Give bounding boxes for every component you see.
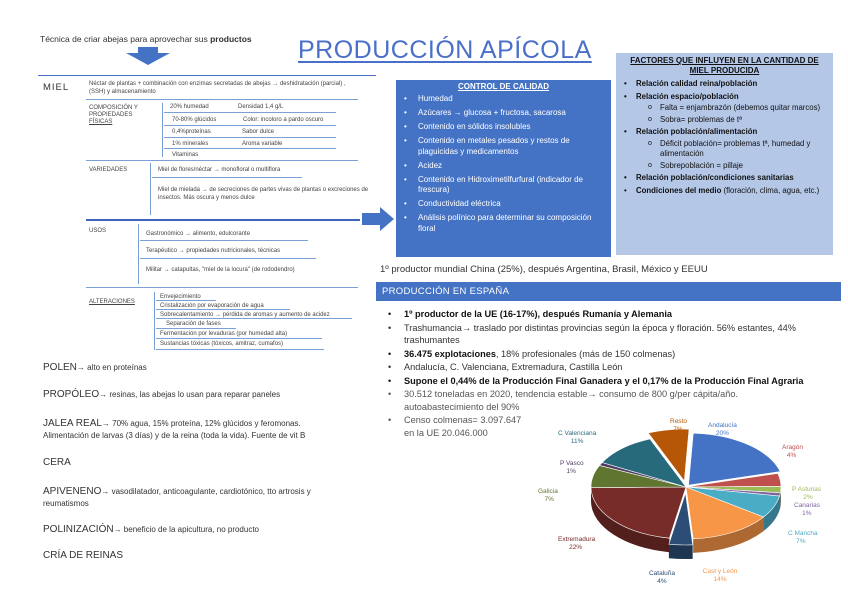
pie-value-label: 7%: [796, 538, 806, 545]
pie-label: Extremadura: [558, 536, 596, 543]
pie-label: C Valenciana: [558, 430, 597, 437]
alteraciones-item: Fermentación por levaduras (por humedad alta): [160, 331, 288, 337]
divider: [156, 349, 324, 350]
divider: [156, 309, 290, 310]
composicion-cell: 70-80% glúcidos: [172, 117, 217, 123]
control-calidad-panel: [396, 80, 611, 257]
divider: [156, 338, 322, 339]
list-item: • Condiciones del medio (floración, clima, agua, etc.): [622, 186, 827, 197]
alteraciones-item: Separación de fases: [166, 321, 221, 327]
list-item: • Contenido en sólidos insolubles: [402, 122, 605, 133]
pie-label: P Vasco: [560, 460, 584, 467]
jalea-real-item: JALEA REAL→ 70% agua, 15% proteína, 12% glúcidos y feromonas. Alimentación de larvas (3 días) y de la reina (toda la vida). Fuente de vit B: [43, 418, 306, 440]
pie-value-label: 2%: [803, 494, 813, 501]
list-item: • Humedad: [402, 94, 605, 105]
list-item: • Trashumancia→ traslado por distintas provincias según la época y floración. 56% estantes, 44% trashumantes: [386, 322, 841, 347]
list-item: • Contenido en metales pesados y restos de plaguicidas y medicamentos: [402, 136, 605, 157]
cera-item: CERA: [43, 457, 71, 468]
pie-label: Canarias: [794, 502, 821, 509]
alteraciones-item: Sustancias tóxicas (tóxicos, amitraz, cumafos): [160, 341, 284, 347]
composicion-cell: Aroma variable: [242, 141, 283, 147]
list-item: • Análisis polínico para determinar su composición floral: [402, 213, 605, 234]
miel-label: MIEL: [43, 82, 70, 93]
divider: [156, 300, 216, 301]
sub-item: o Déficit población= problemas tª, humedad y alimentación: [648, 139, 827, 160]
alteraciones-item: Envejecimiento: [160, 294, 201, 300]
list-item: • Conductividad eléctrica: [402, 199, 605, 210]
list-item: • 1º productor de la UE (16-17%), después Rumanía y Alemania: [386, 308, 841, 321]
divider: [164, 112, 336, 113]
composicion-label-2: PROPIEDADES: [89, 112, 133, 118]
pie-label: C Mancha: [788, 530, 818, 537]
divider: [86, 287, 358, 288]
pie-chart: [530, 415, 842, 587]
control-calidad-list: [402, 94, 605, 234]
espana-section-header: PRODUCCIÓN EN ESPAÑA: [376, 282, 841, 301]
tagline: Técnica de criar abejas para aprovechar sus productos: [40, 34, 252, 44]
pie-label: P Asturias: [792, 486, 822, 493]
composicion-label-3: FÍSICAS: [89, 119, 113, 125]
factores-title: FACTORES QUE INFLUYEN EN LA CANTIDAD DE MIEL PRODUCIDA: [630, 56, 819, 75]
divider: [150, 163, 151, 215]
variedades-line-2: Miel de mielada → de secreciones de partes vivas de plantas o excreciones de insectos. Más oscura y menos dulce: [158, 187, 369, 201]
usos-line-3: Militar → catapultas, "miel de la locura" (de rododendro): [146, 267, 295, 273]
list-item: • Azúcares → glucosa + fructosa, sacarosa: [402, 108, 605, 119]
list-item: • Relación espacio/población o Falta = enjambrazón (debemos quitar marcos) o Sobra= problemas de tª: [622, 92, 827, 126]
alteraciones-label: ALTERACIONES: [89, 299, 135, 305]
composicion-cell: Sabor dulce: [242, 129, 275, 135]
list-item: • Acidez: [402, 161, 605, 172]
propoleo-item: PROPÓLEO→ resinas, las abejas lo usan para reparar paneles: [43, 389, 281, 400]
sub-item: o Sobrepoblación = pillaje: [648, 161, 827, 172]
list-item: • 36.475 explotaciones, 18% profesionales (más de 150 colmenas): [386, 348, 841, 361]
pie-slice-side: [669, 544, 693, 559]
list-item: • Contenido en Hidroximetilfurfural (indicador de frescura): [402, 175, 605, 196]
polen-item: POLEN→ alto en proteínas: [43, 362, 147, 373]
composicion-cell: Color: incoloro a pardo oscuro: [243, 117, 324, 123]
pie-label: Resto: [670, 418, 687, 425]
list-item: • 30.512 toneladas en 2020, tendencia estable→ consumo de 800 g/per cápita/año. autoabastecimiento del 90%: [386, 388, 841, 413]
divider: [156, 328, 236, 329]
sub-item: o Sobra= problemas de tª: [648, 115, 827, 126]
composicion-cell: 1% minerales: [172, 141, 209, 147]
list-item: • Censo colmenas= 3.097.647 en la UE 20.046.000: [386, 414, 841, 439]
pie-value-label: 1%: [802, 510, 812, 517]
composicion-cell: 20% humedad: [170, 104, 209, 110]
pie-value-label: 14%: [713, 576, 727, 583]
divider: [140, 240, 308, 241]
arrow-right-icon: [362, 207, 394, 231]
pie-value-label: 1%: [566, 468, 576, 475]
divider: [164, 125, 336, 126]
pie-label: Aragón: [782, 444, 803, 451]
divider: [140, 258, 316, 259]
variedades-label: VARIEDADES: [89, 167, 128, 173]
list-item: • Relación población/alimentación o Déficit población= problemas tª, humedad y alimentación o Sobrepoblación = pillaje: [622, 127, 827, 171]
usos-line-1: Gastronómico → alimento, edulcorante: [146, 231, 251, 237]
list-item: • Supone el 0,44% de la Producción Final Ganadera y el 0,17% de la Producción Final Agraria: [386, 375, 841, 388]
divider: [86, 99, 358, 100]
pie-value-label: 7%: [673, 426, 683, 433]
control-calidad-title: CONTROL DE CALIDAD: [458, 82, 549, 91]
pie-value-label: 11%: [570, 438, 584, 445]
composicion-cell: Vitaminas: [172, 152, 199, 158]
miel-description: Néctar de plantas + combinación con enzimas secretadas de abejas → deshidratación (parcial) , (SSH) y almacenamiento: [89, 81, 346, 95]
pie-value-label: 7%: [544, 496, 554, 503]
factores-list: [622, 79, 827, 196]
divider: [162, 103, 163, 157]
composicion-cell: 0,4%proteínas: [172, 129, 211, 135]
pie-slice: [591, 487, 686, 538]
title-underline: [38, 75, 376, 76]
composicion-cell: Densidad 1,4 g/L: [238, 104, 284, 110]
pie-value-label: 4%: [657, 578, 667, 585]
pie-value-label: 22%: [569, 544, 583, 551]
pie-label: Andalucía: [708, 422, 737, 429]
pie-label: Cataluña: [648, 570, 676, 577]
factores-panel: [616, 53, 833, 255]
page-title: PRODUCCIÓN APÍCOLA: [298, 36, 592, 64]
world-producer-line: 1º productor mundial China (25%), después Argentina, Brasil, México y EEUU: [380, 264, 708, 275]
divider: [164, 148, 336, 149]
divider: [152, 177, 302, 178]
alteraciones-item: Sobrecalentamiento → pérdida de aromas y aumento de acidez: [160, 312, 330, 318]
list-item: • Relación calidad reina/población: [622, 79, 827, 90]
list-item: • Andalucía, C. Valenciana, Extremadura, Castilla León: [386, 361, 841, 374]
alteraciones-item: Cristalización por evaporación de agua: [160, 303, 264, 309]
divider: [86, 219, 360, 221]
divider: [154, 292, 155, 350]
divider: [138, 224, 139, 284]
pie-label: Galicia: [538, 488, 558, 495]
pie-value-label: 20%: [715, 430, 729, 437]
divider: [156, 318, 352, 319]
apiveneno-item: APIVENENO→ vasodilatador, anticoagulante, cardiotónico, tto artrosis y reumatismos: [43, 486, 311, 508]
variedades-line-1: Miel de flores/néctar → monofloral o multiflora: [158, 167, 281, 173]
divider: [86, 160, 358, 161]
arrow-down-icon: [126, 47, 170, 65]
divider: [164, 137, 336, 138]
usos-line-2: Terapéutico → propiedades nutricionales, técnicas: [146, 248, 281, 254]
pie-label: Cast y León: [702, 568, 738, 575]
pie-value-label: 4%: [786, 452, 797, 459]
list-item: • Relación población/condiciones sanitarias: [622, 173, 827, 184]
composicion-label-1: COMPOSICIÓN Y: [89, 105, 138, 111]
usos-label: USOS: [89, 228, 107, 234]
cria-reinas-item: CRÍA DE REINAS: [43, 550, 124, 561]
sub-item: o Falta = enjambrazón (debemos quitar marcos): [648, 103, 827, 114]
polinizacion-item: POLINIZACIÓN→ beneficio de la apicultura, no producto: [43, 524, 260, 535]
